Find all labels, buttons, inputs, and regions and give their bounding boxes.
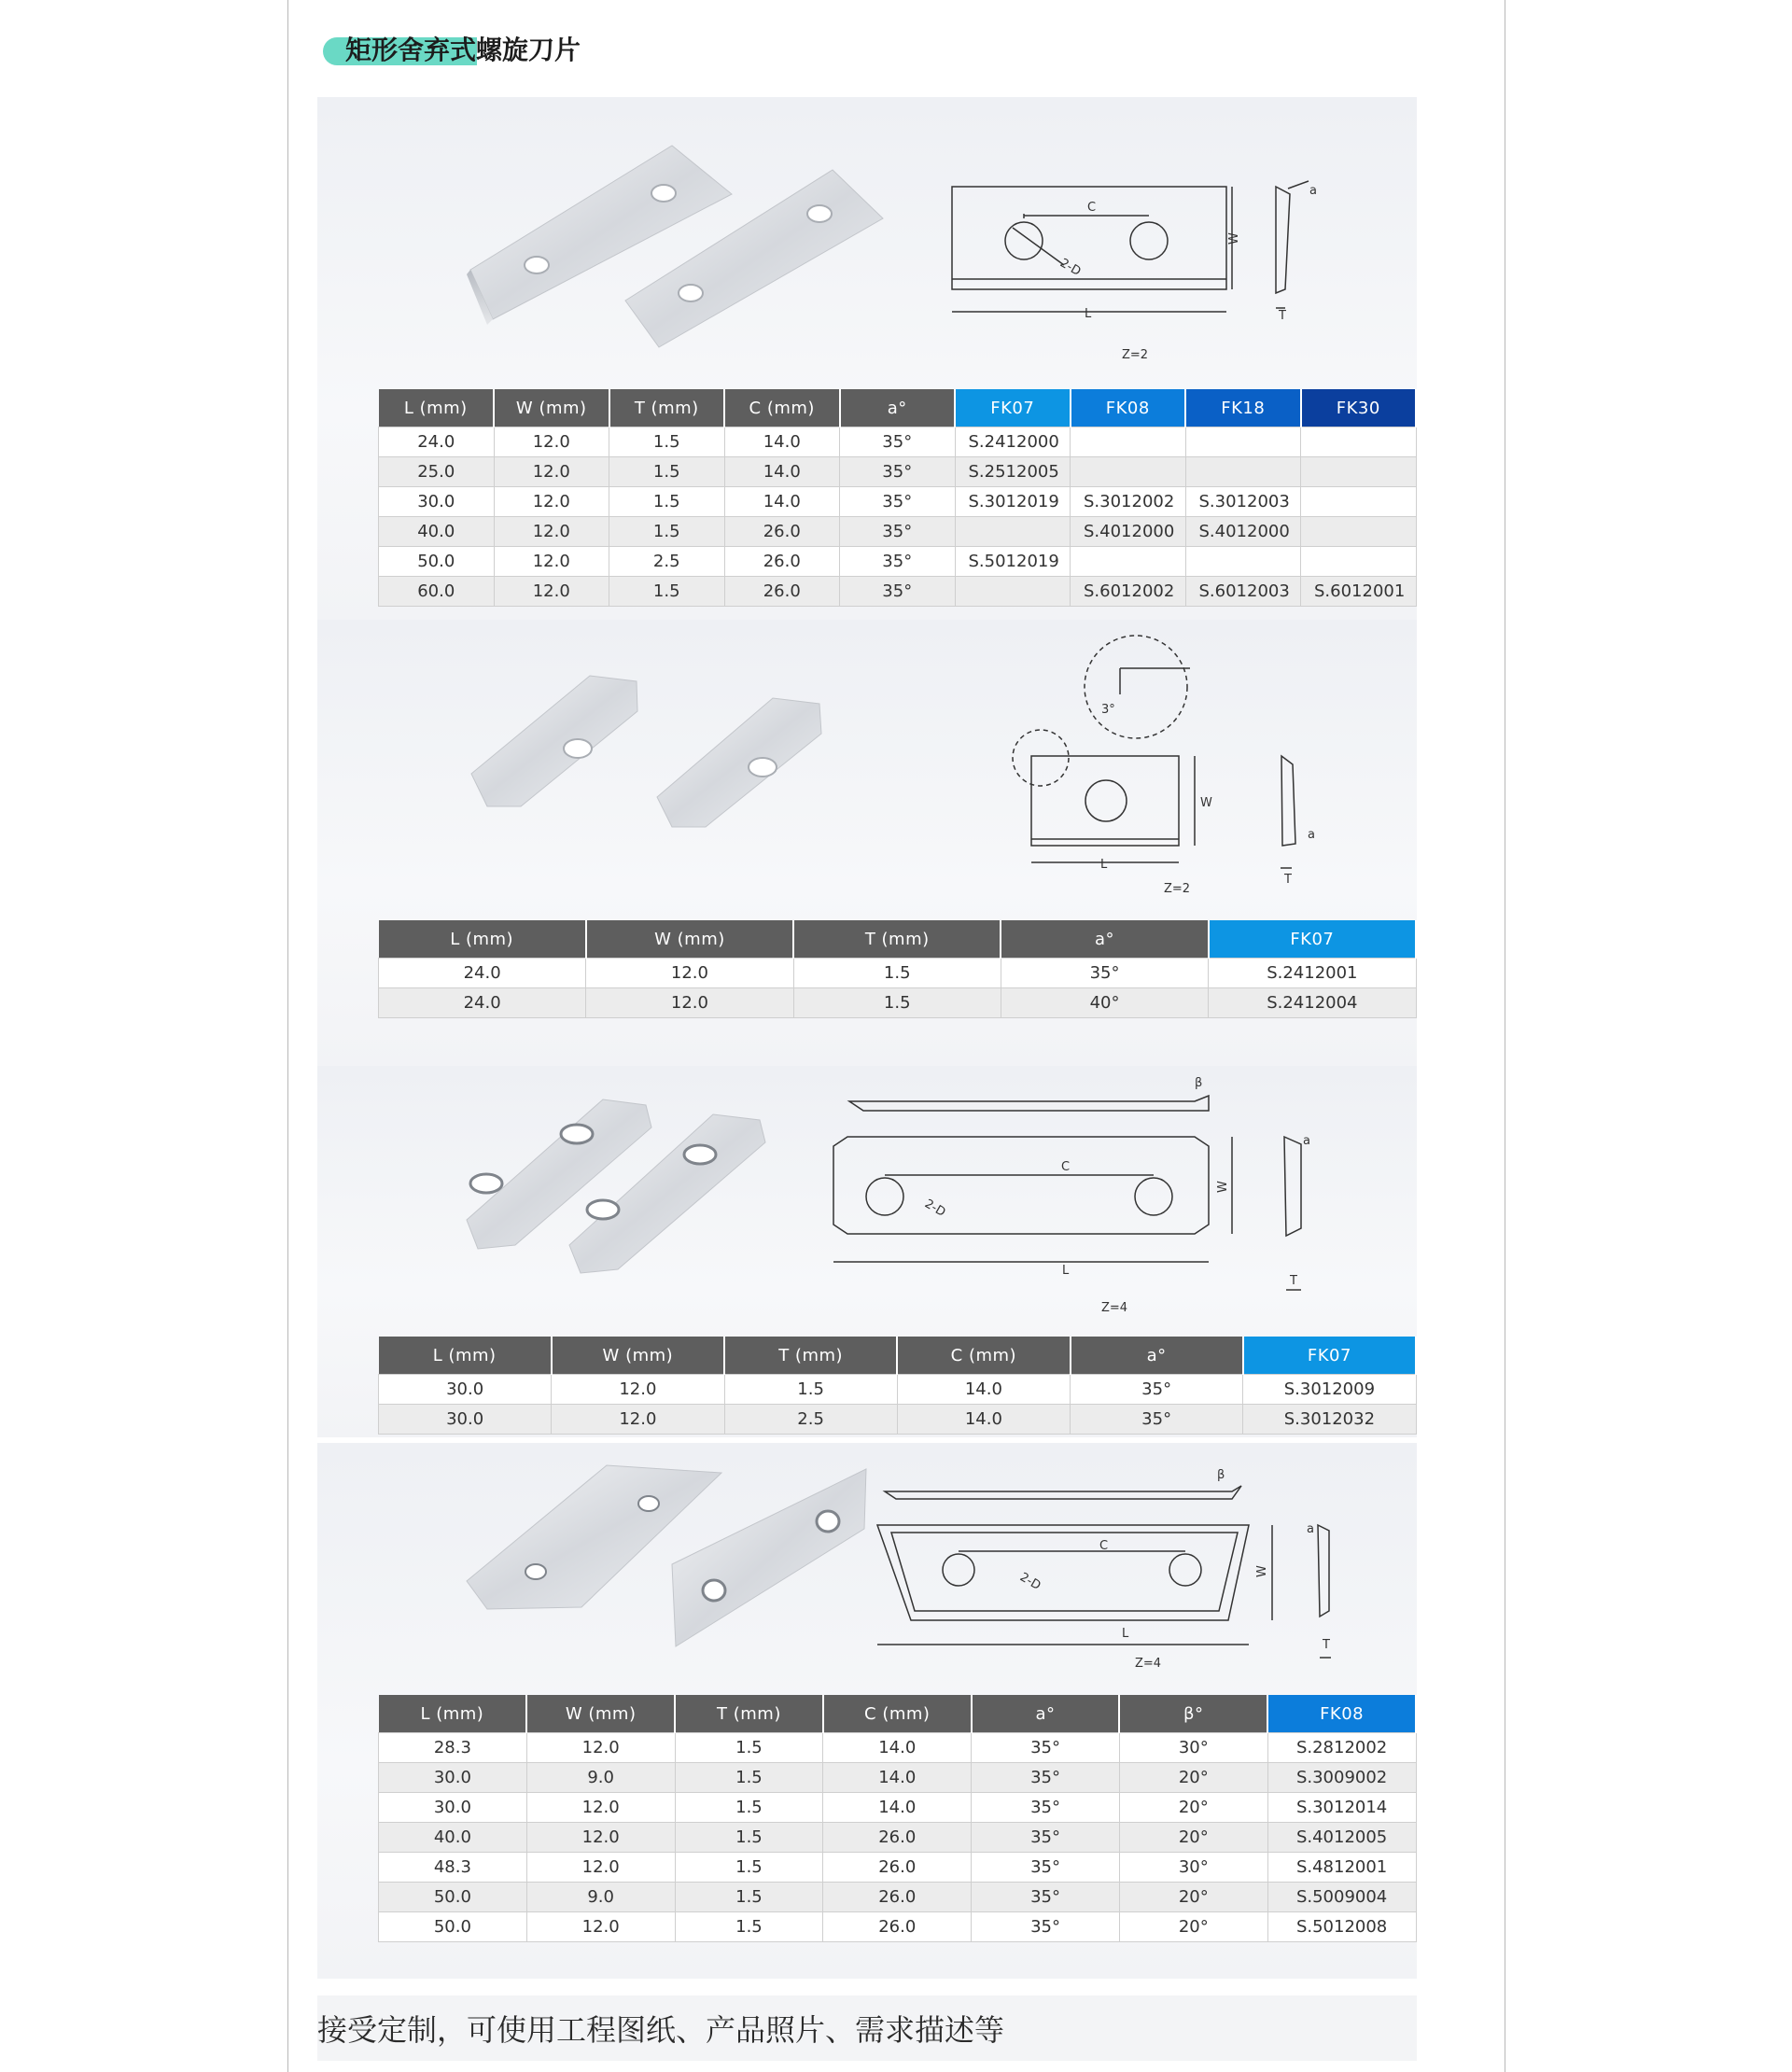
dim-l-label: L bbox=[1085, 307, 1092, 321]
cell: 26.0 bbox=[724, 577, 840, 607]
cell: 12.0 bbox=[494, 577, 609, 607]
cell bbox=[1071, 547, 1186, 577]
cell bbox=[1301, 427, 1417, 457]
table-row bbox=[379, 427, 1417, 457]
cell: 14.0 bbox=[724, 457, 840, 487]
page-title bbox=[323, 30, 581, 71]
col-c: C (mm) bbox=[823, 1695, 972, 1733]
cell: S.3012014 bbox=[1267, 1793, 1416, 1823]
cell: 12.0 bbox=[526, 1733, 675, 1763]
cell: 20° bbox=[1119, 1823, 1267, 1853]
cell bbox=[1301, 487, 1417, 517]
cell: 26.0 bbox=[823, 1823, 972, 1853]
blade-photo bbox=[657, 698, 821, 827]
cell: 35° bbox=[972, 1763, 1120, 1793]
cell: 26.0 bbox=[823, 1912, 972, 1942]
cell: S.3012032 bbox=[1243, 1405, 1416, 1435]
cell: 50.0 bbox=[379, 1883, 527, 1912]
cell: 1.5 bbox=[609, 577, 725, 607]
col-fk18: FK18 bbox=[1185, 389, 1301, 427]
cell: 28.3 bbox=[379, 1733, 527, 1763]
col-t: T (mm) bbox=[793, 920, 1001, 959]
col-w: W (mm) bbox=[586, 920, 793, 959]
dim-t-label: T bbox=[1279, 309, 1286, 323]
dim-l-label: L bbox=[1062, 1264, 1070, 1278]
cell: 50.0 bbox=[379, 547, 495, 577]
col-fk07: FK07 bbox=[1209, 920, 1416, 959]
dim-d-label: 2-D bbox=[1057, 256, 1084, 279]
dim-c-label: C bbox=[1087, 201, 1097, 215]
dim-c-label: C bbox=[1061, 1160, 1071, 1174]
cell: 40.0 bbox=[379, 517, 495, 547]
table-row bbox=[379, 547, 1417, 577]
dim-a-label: a bbox=[1308, 828, 1315, 842]
cell: 12.0 bbox=[494, 427, 609, 457]
cell: 24.0 bbox=[379, 427, 495, 457]
cell: 12.0 bbox=[526, 1823, 675, 1853]
table-body bbox=[379, 1733, 1417, 1942]
cell: 48.3 bbox=[379, 1853, 527, 1883]
col-t: T (mm) bbox=[724, 1337, 897, 1375]
cell: 30.0 bbox=[379, 487, 495, 517]
cell: S.6012003 bbox=[1185, 577, 1301, 607]
section4-illustration bbox=[317, 1443, 1417, 1697]
cell: 2.5 bbox=[724, 1405, 897, 1435]
cell: S.3012009 bbox=[1243, 1375, 1416, 1405]
cell: 9.0 bbox=[526, 1763, 675, 1793]
dim-b-label: β bbox=[1195, 1076, 1203, 1090]
table-body bbox=[379, 427, 1417, 607]
cell: S.4012000 bbox=[1071, 517, 1186, 547]
col-l: L (mm) bbox=[379, 1695, 527, 1733]
cell: 20° bbox=[1119, 1912, 1267, 1942]
cell bbox=[1185, 457, 1301, 487]
cell bbox=[955, 517, 1071, 547]
technical-drawing bbox=[952, 181, 1309, 312]
blade-photo bbox=[672, 1469, 866, 1646]
cell: 1.5 bbox=[609, 457, 725, 487]
spec-table-2 bbox=[378, 920, 1417, 1018]
table-body bbox=[379, 1375, 1417, 1435]
spec-table-1 bbox=[378, 389, 1417, 607]
col-fk07: FK07 bbox=[955, 389, 1071, 427]
cell bbox=[1301, 517, 1417, 547]
cell: 9.0 bbox=[526, 1883, 675, 1912]
cell: 14.0 bbox=[897, 1375, 1070, 1405]
z-label: Z=2 bbox=[1122, 348, 1149, 362]
cell: 35° bbox=[1071, 1375, 1243, 1405]
page-left-rule bbox=[287, 0, 288, 2072]
col-fk08: FK08 bbox=[1267, 1695, 1416, 1733]
cell: 35° bbox=[972, 1853, 1120, 1883]
cell: 35° bbox=[840, 487, 956, 517]
cell: 60.0 bbox=[379, 577, 495, 607]
table-row bbox=[379, 577, 1417, 607]
section3-illustration bbox=[317, 1066, 1417, 1338]
col-fk30: FK30 bbox=[1301, 389, 1417, 427]
cell: S.6012002 bbox=[1071, 577, 1186, 607]
col-l: L (mm) bbox=[379, 389, 495, 427]
col-fk07: FK07 bbox=[1243, 1337, 1416, 1375]
cell: 1.5 bbox=[609, 427, 725, 457]
cell: 40.0 bbox=[379, 1823, 527, 1853]
section1-illustration bbox=[317, 97, 1417, 386]
cell: 24.0 bbox=[379, 959, 586, 988]
table-row bbox=[379, 517, 1417, 547]
table-row bbox=[379, 1405, 1417, 1435]
cell: 12.0 bbox=[526, 1853, 675, 1883]
cell: 14.0 bbox=[897, 1405, 1070, 1435]
cell bbox=[955, 577, 1071, 607]
table-row bbox=[379, 1823, 1417, 1853]
cell: S.5009004 bbox=[1267, 1883, 1416, 1912]
dim-d-label: 2-D bbox=[1017, 1570, 1043, 1593]
dim-l-label: L bbox=[1100, 858, 1108, 872]
z-label: Z=4 bbox=[1101, 1301, 1128, 1315]
cell: 12.0 bbox=[526, 1793, 675, 1823]
cell: 26.0 bbox=[823, 1853, 972, 1883]
cell bbox=[1301, 457, 1417, 487]
cell bbox=[1185, 547, 1301, 577]
cell: S.2412001 bbox=[1209, 959, 1416, 988]
cell bbox=[1071, 427, 1186, 457]
cell: 35° bbox=[840, 547, 956, 577]
cell: 26.0 bbox=[823, 1883, 972, 1912]
table-header-row bbox=[379, 389, 1417, 427]
table-header-row bbox=[379, 1695, 1417, 1733]
cell: S.2412004 bbox=[1209, 988, 1416, 1018]
technical-drawing bbox=[1013, 636, 1295, 868]
dim-c-label: C bbox=[1099, 1539, 1109, 1553]
cell: 35° bbox=[972, 1823, 1120, 1853]
col-b: β° bbox=[1119, 1695, 1267, 1733]
cell: 1.5 bbox=[793, 959, 1001, 988]
cell: 14.0 bbox=[724, 487, 840, 517]
cell: 26.0 bbox=[724, 517, 840, 547]
dim-d-label: 2-D bbox=[922, 1197, 948, 1220]
cell: 35° bbox=[840, 457, 956, 487]
table-row bbox=[379, 1853, 1417, 1883]
table-header-row bbox=[379, 920, 1417, 959]
dim-w-label: W bbox=[1200, 796, 1212, 810]
cell: 20° bbox=[1119, 1763, 1267, 1793]
cell: 12.0 bbox=[526, 1912, 675, 1942]
cell: 1.5 bbox=[675, 1853, 823, 1883]
table-row bbox=[379, 1793, 1417, 1823]
cell: S.4812001 bbox=[1267, 1853, 1416, 1883]
dim-w-label: W bbox=[1255, 1565, 1269, 1577]
dim-t-label: T bbox=[1290, 1274, 1297, 1288]
cell: S.2512005 bbox=[955, 457, 1071, 487]
cell: 14.0 bbox=[823, 1733, 972, 1763]
table-row bbox=[379, 959, 1417, 988]
table-row bbox=[379, 1883, 1417, 1912]
dim-t-label: T bbox=[1284, 873, 1292, 887]
cell: 1.5 bbox=[793, 988, 1001, 1018]
cell: 12.0 bbox=[552, 1405, 724, 1435]
col-a: a° bbox=[1001, 920, 1208, 959]
cell bbox=[1301, 547, 1417, 577]
table-body bbox=[379, 959, 1417, 1018]
z-label: Z=2 bbox=[1164, 882, 1191, 896]
cell: 12.0 bbox=[552, 1375, 724, 1405]
cell: 20° bbox=[1119, 1883, 1267, 1912]
col-a: a° bbox=[972, 1695, 1120, 1733]
cell: 35° bbox=[972, 1912, 1120, 1942]
cell: 1.5 bbox=[675, 1883, 823, 1912]
cell: 40° bbox=[1001, 988, 1208, 1018]
cell: 35° bbox=[1071, 1405, 1243, 1435]
cell: 35° bbox=[840, 517, 956, 547]
col-t: T (mm) bbox=[609, 389, 725, 427]
cell: 26.0 bbox=[724, 547, 840, 577]
section-four-edge-blade bbox=[317, 1066, 1417, 1437]
footer-note: 接受定制，可使用工程图纸、产品照片、需求描述等 bbox=[317, 2012, 1005, 2048]
cell: 30° bbox=[1119, 1733, 1267, 1763]
cell: S.6012001 bbox=[1301, 577, 1417, 607]
col-l: L (mm) bbox=[379, 1337, 552, 1375]
cell: 1.5 bbox=[609, 487, 725, 517]
cell: 12.0 bbox=[494, 517, 609, 547]
col-w: W (mm) bbox=[494, 389, 609, 427]
col-w: W (mm) bbox=[526, 1695, 675, 1733]
table-header-row bbox=[379, 1337, 1417, 1375]
table-row bbox=[379, 487, 1417, 517]
technical-drawing bbox=[833, 1096, 1301, 1290]
dim-t-label: T bbox=[1323, 1638, 1330, 1652]
cell: 30.0 bbox=[379, 1375, 552, 1405]
dim-a-label: a bbox=[1307, 1522, 1314, 1536]
cell: S.3012003 bbox=[1185, 487, 1301, 517]
cell: 12.0 bbox=[586, 959, 793, 988]
section-two-hole-blade bbox=[317, 97, 1417, 620]
section-single-hole-blade bbox=[317, 620, 1417, 1066]
cell: 35° bbox=[972, 1793, 1120, 1823]
table-row bbox=[379, 1912, 1417, 1942]
cell: 14.0 bbox=[724, 427, 840, 457]
section2-illustration bbox=[317, 620, 1417, 918]
cell: 30.0 bbox=[379, 1763, 527, 1793]
cell: 30.0 bbox=[379, 1405, 552, 1435]
dim-w-label: W bbox=[1216, 1181, 1230, 1193]
cell: 50.0 bbox=[379, 1912, 527, 1942]
cell: 30° bbox=[1119, 1853, 1267, 1883]
cell: S.4012000 bbox=[1185, 517, 1301, 547]
cell: 35° bbox=[1001, 959, 1208, 988]
cell: 1.5 bbox=[675, 1793, 823, 1823]
cell: 1.5 bbox=[609, 517, 725, 547]
col-l: L (mm) bbox=[379, 920, 586, 959]
table-row bbox=[379, 1763, 1417, 1793]
cell: 35° bbox=[972, 1733, 1120, 1763]
cell: 24.0 bbox=[379, 988, 586, 1018]
cell: 35° bbox=[840, 427, 956, 457]
cell bbox=[1071, 457, 1186, 487]
cell: 12.0 bbox=[494, 457, 609, 487]
cell: S.3012002 bbox=[1071, 487, 1186, 517]
col-fk08: FK08 bbox=[1071, 389, 1186, 427]
page-title-text: 矩形舍弃式螺旋刀片 bbox=[345, 35, 581, 65]
cell: 35° bbox=[840, 577, 956, 607]
table-row bbox=[379, 457, 1417, 487]
cell: 1.5 bbox=[675, 1823, 823, 1853]
section-trapezoid-blade bbox=[317, 1443, 1417, 1979]
cell: 14.0 bbox=[823, 1763, 972, 1793]
dim-b-label: β bbox=[1217, 1468, 1225, 1482]
cell: S.5012019 bbox=[955, 547, 1071, 577]
cell bbox=[1185, 427, 1301, 457]
cell: S.3012019 bbox=[955, 487, 1071, 517]
cell: 2.5 bbox=[609, 547, 725, 577]
cell: 12.0 bbox=[494, 547, 609, 577]
dim-w-label: W bbox=[1227, 232, 1241, 245]
cell: 12.0 bbox=[494, 487, 609, 517]
col-c: C (mm) bbox=[724, 389, 840, 427]
cell: S.2812002 bbox=[1267, 1733, 1416, 1763]
table-row bbox=[379, 1375, 1417, 1405]
col-a: a° bbox=[1071, 1337, 1243, 1375]
dim-a-label: a bbox=[1303, 1134, 1310, 1148]
cell: 30.0 bbox=[379, 1793, 527, 1823]
spec-table-4 bbox=[378, 1695, 1417, 1942]
cell: S.5012008 bbox=[1267, 1912, 1416, 1942]
cell: 20° bbox=[1119, 1793, 1267, 1823]
z-label: Z=4 bbox=[1135, 1657, 1162, 1671]
col-t: T (mm) bbox=[675, 1695, 823, 1733]
col-w: W (mm) bbox=[552, 1337, 724, 1375]
cell: 1.5 bbox=[724, 1375, 897, 1405]
dim-angle-label: 3° bbox=[1101, 703, 1115, 717]
cell: 1.5 bbox=[675, 1912, 823, 1942]
blade-photo bbox=[471, 676, 637, 806]
dim-l-label: L bbox=[1122, 1627, 1129, 1641]
cell: S.3009002 bbox=[1267, 1763, 1416, 1793]
dim-a-label: a bbox=[1309, 184, 1317, 198]
cell: 14.0 bbox=[823, 1793, 972, 1823]
cell: 1.5 bbox=[675, 1763, 823, 1793]
cell: 1.5 bbox=[675, 1733, 823, 1763]
col-a: a° bbox=[840, 389, 956, 427]
spec-table-3 bbox=[378, 1337, 1417, 1435]
cell: 12.0 bbox=[586, 988, 793, 1018]
cell: 25.0 bbox=[379, 457, 495, 487]
table-row bbox=[379, 1733, 1417, 1763]
cell: 35° bbox=[972, 1883, 1120, 1912]
col-c: C (mm) bbox=[897, 1337, 1070, 1375]
table-row bbox=[379, 988, 1417, 1018]
cell: S.2412000 bbox=[955, 427, 1071, 457]
cell: S.4012005 bbox=[1267, 1823, 1416, 1853]
